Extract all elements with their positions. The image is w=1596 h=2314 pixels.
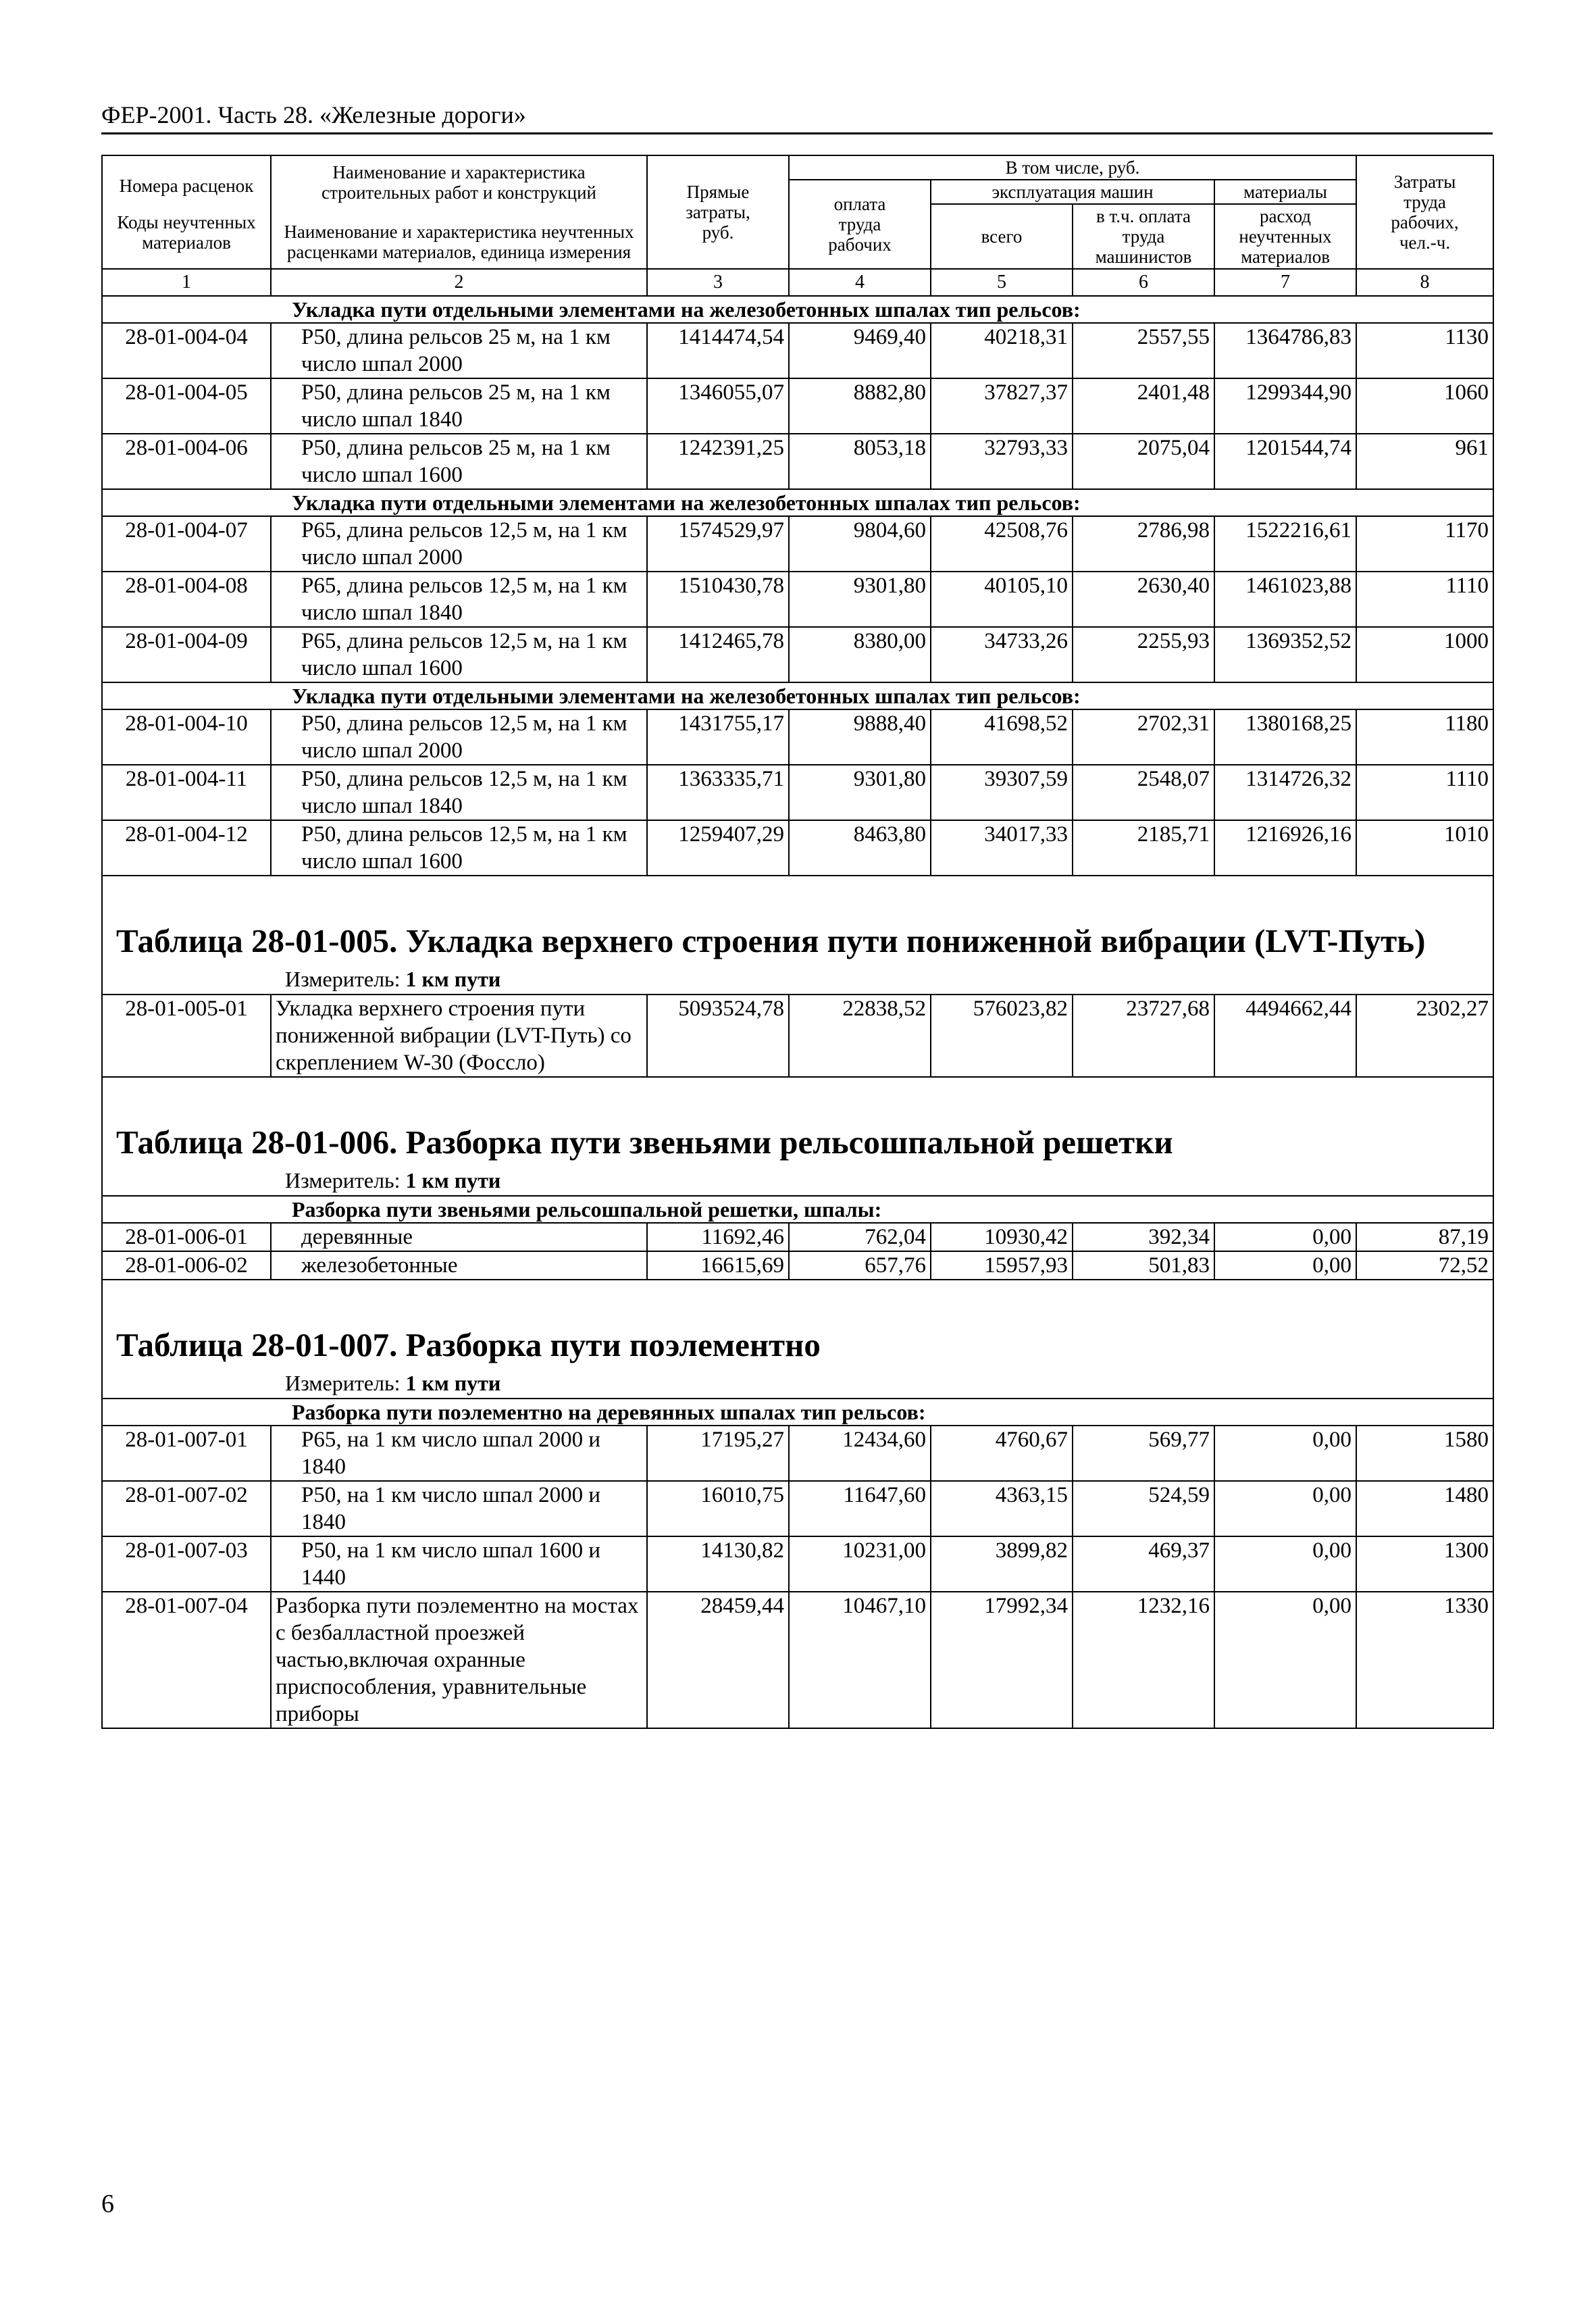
machines-total: 15957,93 (931, 1251, 1073, 1280)
work-name: Р65, длина рельсов 12,5 м, на 1 км число шпал 1600 (271, 627, 647, 682)
work-name: Р50, длина рельсов 12,5 м, на 1 км число шпал 2000 (271, 709, 647, 765)
worker-wages: 657,76 (789, 1251, 931, 1280)
worker-wages: 8053,18 (789, 434, 931, 489)
labor-hours: 1000 (1356, 627, 1493, 682)
machines-total: 17992,34 (931, 1592, 1073, 1728)
worker-wages: 9469,40 (789, 323, 931, 378)
measure-label: Измеритель: (285, 1168, 401, 1192)
labor-hours: 1110 (1356, 572, 1493, 627)
table-body (102, 296, 1493, 1728)
work-name: Р50, на 1 км число шпал 2000 и 1840 (271, 1481, 647, 1536)
head-including: В том числе, руб. (789, 155, 1356, 180)
machinist-wages: 2557,55 (1073, 323, 1214, 378)
table-row (102, 765, 1493, 820)
measure-row (102, 1165, 1493, 1196)
machinist-wages: 2255,93 (1073, 627, 1214, 682)
machines-total: 10930,42 (931, 1223, 1073, 1251)
direct-costs: 1431755,17 (647, 709, 789, 765)
table-row (102, 516, 1493, 572)
column-number: 7 (1214, 269, 1356, 296)
head-rate-numbers (102, 155, 271, 269)
table-spacer (102, 876, 1493, 913)
materials-cost: 1364786,83 (1214, 323, 1356, 378)
header-spacer (101, 134, 1493, 155)
materials-cost: 0,00 (1214, 1592, 1356, 1728)
machinist-wages: 569,77 (1073, 1426, 1214, 1481)
measure-label: Измеритель: (285, 1371, 401, 1395)
materials-cost: 1299344,90 (1214, 378, 1356, 434)
section-row (102, 1399, 1493, 1426)
head-unaccounted-materials: расход неучтенных материалов (1214, 204, 1356, 269)
worker-wages: 10467,10 (789, 1592, 931, 1728)
machinist-wages: 469,37 (1073, 1536, 1214, 1592)
machinist-wages: 524,59 (1073, 1481, 1214, 1536)
materials-cost: 0,00 (1214, 1223, 1356, 1251)
table-row (102, 995, 1493, 1077)
machinist-wages: 2401,48 (1073, 378, 1214, 434)
materials-cost: 0,00 (1214, 1426, 1356, 1481)
head-machine-operation: эксплуатация машин (931, 180, 1214, 204)
head-col2-bottom: Наименование и характеристика неучтенных расценками материалов, единица измерения (284, 222, 634, 262)
rate-code: 28-01-004-08 (102, 572, 271, 627)
worker-wages: 762,04 (789, 1223, 931, 1251)
rate-code: 28-01-004-05 (102, 378, 271, 434)
column-number: 1 (102, 269, 271, 296)
table-row (102, 1251, 1493, 1280)
head-direct-costs: Прямые затраты, руб. (647, 155, 789, 269)
direct-costs: 1414474,54 (647, 323, 789, 378)
work-name: Р50, на 1 км число шпал 1600 и 1440 (271, 1536, 647, 1592)
table-caption: Таблица 28-01-006. Разборка пути звеньями рельсошпальной решетки (102, 1114, 1493, 1165)
machines-total: 4363,15 (931, 1481, 1073, 1536)
table-row (102, 1426, 1493, 1481)
machinist-wages: 2630,40 (1073, 572, 1214, 627)
worker-wages: 11647,60 (789, 1481, 931, 1536)
rate-code: 28-01-004-09 (102, 627, 271, 682)
table-caption: Таблица 28-01-007. Разборка пути поэлементно (102, 1317, 1493, 1368)
work-name: Р50, длина рельсов 25 м, на 1 км число шпал 2000 (271, 323, 647, 378)
worker-wages: 8882,80 (789, 378, 931, 434)
machines-total: 32793,33 (931, 434, 1073, 489)
work-name: Р50, длина рельсов 12,5 м, на 1 км число шпал 1840 (271, 765, 647, 820)
rate-code: 28-01-004-06 (102, 434, 271, 489)
direct-costs: 1242391,25 (647, 434, 789, 489)
section-row (102, 682, 1493, 709)
materials-cost: 0,00 (1214, 1481, 1356, 1536)
labor-hours: 1330 (1356, 1592, 1493, 1728)
worker-wages: 9301,80 (789, 572, 931, 627)
work-name: Разборка пути поэлементно на мостах с безбалластной проезжей частью,включая охранные приспособления, уравнительные приборы (271, 1592, 647, 1728)
materials-cost: 1461023,88 (1214, 572, 1356, 627)
labor-hours: 72,52 (1356, 1251, 1493, 1280)
machines-total: 42508,76 (931, 516, 1073, 572)
rate-code: 28-01-006-01 (102, 1223, 271, 1251)
work-name: деревянные (271, 1223, 647, 1251)
machinist-wages: 2786,98 (1073, 516, 1214, 572)
materials-cost: 1369352,52 (1214, 627, 1356, 682)
rate-code: 28-01-007-04 (102, 1592, 271, 1728)
head-labor-hours: Затраты труда рабочих, чел.-ч. (1356, 155, 1493, 269)
column-number: 6 (1073, 269, 1214, 296)
worker-wages: 10231,00 (789, 1536, 931, 1592)
section-title: Разборка пути поэлементно на деревянных шпалах тип рельсов: (102, 1399, 1493, 1426)
table-row (102, 1223, 1493, 1251)
machines-total: 576023,82 (931, 995, 1073, 1077)
labor-hours: 1580 (1356, 1426, 1493, 1481)
work-name: Укладка верхнего строения пути пониженной вибрации (LVT-Путь) со скреплением W-30 (Фоссло) (271, 995, 647, 1077)
materials-cost: 1380168,25 (1214, 709, 1356, 765)
measure-label: Измеритель: (285, 967, 401, 991)
column-number: 4 (789, 269, 931, 296)
machines-total: 4760,67 (931, 1426, 1073, 1481)
direct-costs: 11692,46 (647, 1223, 789, 1251)
materials-cost: 0,00 (1214, 1251, 1356, 1280)
machinist-wages: 2548,07 (1073, 765, 1214, 820)
worker-wages: 9804,60 (789, 516, 931, 572)
direct-costs: 28459,44 (647, 1592, 789, 1728)
head-machinist-wages: в т.ч. оплата труда машинистов (1073, 204, 1214, 269)
machines-total: 39307,59 (931, 765, 1073, 820)
table-row (102, 820, 1493, 876)
machinist-wages: 501,83 (1073, 1251, 1214, 1280)
measure-row (102, 964, 1493, 995)
table-spacer (102, 1280, 1493, 1317)
measure-value: 1 км пути (405, 1371, 501, 1395)
section-title: Укладка пути отдельными элементами на железобетонных шпалах тип рельсов: (102, 489, 1493, 516)
rate-code: 28-01-004-12 (102, 820, 271, 876)
labor-hours: 1060 (1356, 378, 1493, 434)
table-row (102, 572, 1493, 627)
labor-hours: 1170 (1356, 516, 1493, 572)
machines-total: 41698,52 (931, 709, 1073, 765)
table-row (102, 1592, 1493, 1728)
work-name: Р50, длина рельсов 25 м, на 1 км число шпал 1840 (271, 378, 647, 434)
machines-total: 40218,31 (931, 323, 1073, 378)
section-title: Укладка пути отдельными элементами на железобетонных шпалах тип рельсов: (102, 682, 1493, 709)
direct-costs: 16010,75 (647, 1481, 789, 1536)
rate-code: 28-01-005-01 (102, 995, 271, 1077)
materials-cost: 1201544,74 (1214, 434, 1356, 489)
rate-code: 28-01-004-07 (102, 516, 271, 572)
running-title: ФЕР-2001. Часть 28. «Железные дороги» (101, 101, 1493, 134)
measure-value: 1 км пути (405, 1168, 501, 1192)
page-number: 6 (101, 2190, 114, 2218)
rates-table (101, 155, 1494, 1729)
column-number: 5 (931, 269, 1073, 296)
machines-total: 3899,82 (931, 1536, 1073, 1592)
rate-code: 28-01-007-03 (102, 1536, 271, 1592)
labor-hours: 1300 (1356, 1536, 1493, 1592)
work-name: Р50, длина рельсов 12,5 м, на 1 км число шпал 1600 (271, 820, 647, 876)
measure-row (102, 1368, 1493, 1399)
direct-costs: 17195,27 (647, 1426, 789, 1481)
table-row (102, 1536, 1493, 1592)
section-row (102, 296, 1493, 323)
direct-costs: 16615,69 (647, 1251, 789, 1280)
column-number: 8 (1356, 269, 1493, 296)
machines-total: 40105,10 (931, 572, 1073, 627)
page (101, 101, 1493, 1729)
labor-hours: 2302,27 (1356, 995, 1493, 1077)
worker-wages: 9301,80 (789, 765, 931, 820)
direct-costs: 1574529,97 (647, 516, 789, 572)
measure-value: 1 км пути (405, 967, 501, 991)
rate-code: 28-01-004-11 (102, 765, 271, 820)
direct-costs: 14130,82 (647, 1536, 789, 1592)
labor-hours: 1110 (1356, 765, 1493, 820)
head-materials: материалы (1214, 180, 1356, 204)
worker-wages: 12434,60 (789, 1426, 931, 1481)
direct-costs: 1346055,07 (647, 378, 789, 434)
machinist-wages: 1232,16 (1073, 1592, 1214, 1728)
materials-cost: 0,00 (1214, 1536, 1356, 1592)
column-number: 3 (647, 269, 789, 296)
rate-code: 28-01-004-04 (102, 323, 271, 378)
column-number: 2 (271, 269, 647, 296)
machinist-wages: 2185,71 (1073, 820, 1214, 876)
work-name: Р65, длина рельсов 12,5 м, на 1 км число шпал 1840 (271, 572, 647, 627)
table-caption-row (102, 913, 1493, 964)
table-row (102, 1481, 1493, 1536)
materials-cost: 4494662,44 (1214, 995, 1356, 1077)
table-spacer (102, 1077, 1493, 1114)
table-head (102, 155, 1493, 296)
work-name: Р50, длина рельсов 25 м, на 1 км число шпал 1600 (271, 434, 647, 489)
measure-cell (102, 964, 1493, 995)
labor-hours: 961 (1356, 434, 1493, 489)
section-row (102, 1196, 1493, 1223)
spacer-cell (102, 1280, 1493, 1317)
direct-costs: 1259407,29 (647, 820, 789, 876)
table-row (102, 709, 1493, 765)
section-title: Разборка пути звеньями рельсошпальной решетки, шпалы: (102, 1196, 1493, 1223)
materials-cost: 1216926,16 (1214, 820, 1356, 876)
head-col1-top: Номера расценок (119, 176, 254, 196)
worker-wages: 22838,52 (789, 995, 931, 1077)
worker-wages: 9888,40 (789, 709, 931, 765)
work-name: Р65, на 1 км число шпал 2000 и 1840 (271, 1426, 647, 1481)
labor-hours: 1130 (1356, 323, 1493, 378)
head-work-names (271, 155, 647, 269)
materials-cost: 1314726,32 (1214, 765, 1356, 820)
spacer-cell (102, 1077, 1493, 1114)
labor-hours: 1010 (1356, 820, 1493, 876)
measure-cell (102, 1165, 1493, 1196)
direct-costs: 5093524,78 (647, 995, 789, 1077)
rate-code: 28-01-006-02 (102, 1251, 271, 1280)
machines-total: 34733,26 (931, 627, 1073, 682)
table-caption-row (102, 1317, 1493, 1368)
head-machines-total: всего (931, 204, 1073, 269)
direct-costs: 1363335,71 (647, 765, 789, 820)
table-caption-row (102, 1114, 1493, 1165)
machinist-wages: 392,34 (1073, 1223, 1214, 1251)
work-name: железобетонные (271, 1251, 647, 1280)
direct-costs: 1412465,78 (647, 627, 789, 682)
labor-hours: 1180 (1356, 709, 1493, 765)
worker-wages: 8380,00 (789, 627, 931, 682)
measure-cell (102, 1368, 1493, 1399)
head-worker-wages: оплата труда рабочих (789, 180, 931, 269)
column-numbers-row (102, 269, 1493, 296)
table-row (102, 434, 1493, 489)
machinist-wages: 23727,68 (1073, 995, 1214, 1077)
labor-hours: 1480 (1356, 1481, 1493, 1536)
table-row (102, 323, 1493, 378)
materials-cost: 1522216,61 (1214, 516, 1356, 572)
machines-total: 34017,33 (931, 820, 1073, 876)
rate-code: 28-01-007-02 (102, 1481, 271, 1536)
spacer-cell (102, 876, 1493, 913)
rate-code: 28-01-007-01 (102, 1426, 271, 1481)
machinist-wages: 2702,31 (1073, 709, 1214, 765)
work-name: Р65, длина рельсов 12,5 м, на 1 км число шпал 2000 (271, 516, 647, 572)
worker-wages: 8463,80 (789, 820, 931, 876)
table-row (102, 378, 1493, 434)
rate-code: 28-01-004-10 (102, 709, 271, 765)
machinist-wages: 2075,04 (1073, 434, 1214, 489)
section-title: Укладка пути отдельными элементами на железобетонных шпалах тип рельсов: (102, 296, 1493, 323)
head-col1-bottom: Коды неучтенных материалов (117, 212, 256, 253)
table-row (102, 627, 1493, 682)
head-col2-top: Наименование и характеристика строительных работ и конструкций (321, 162, 596, 203)
table-caption: Таблица 28-01-005. Укладка верхнего строения пути пониженной вибрации (LVT-Путь) (102, 913, 1493, 964)
machines-total: 37827,37 (931, 378, 1073, 434)
section-row (102, 489, 1493, 516)
labor-hours: 87,19 (1356, 1223, 1493, 1251)
direct-costs: 1510430,78 (647, 572, 789, 627)
